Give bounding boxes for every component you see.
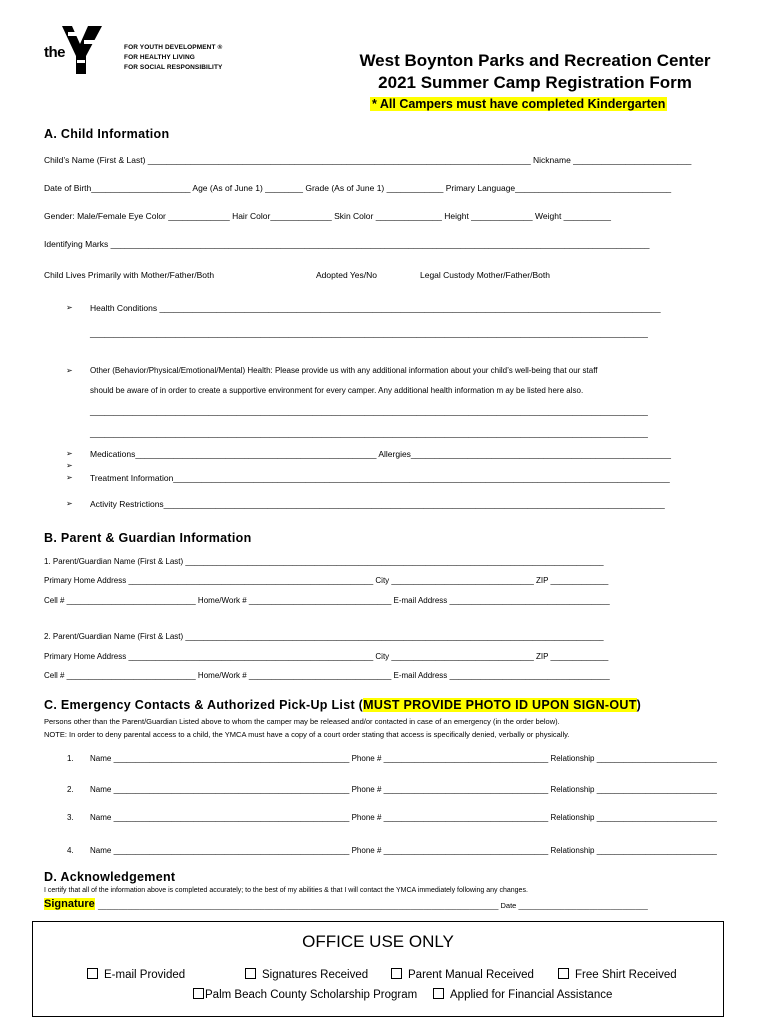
arrow-bullet-icon: ➢ xyxy=(66,366,73,375)
certify-text: I certify that all of the information above is completed accurately; to the best of my abilities & that I will contact the YMCA immediately following any changes. xyxy=(44,887,528,894)
arrow-bullet-icon: ➢ xyxy=(66,499,73,508)
treatment-info-field[interactable]: Treatment Information_________________________________________________________________________________________________________ xyxy=(90,473,670,483)
page-title-line2: 2021 Summer Camp Registration Form xyxy=(378,73,692,92)
section-d-heading: D. Acknowledgement xyxy=(44,870,176,884)
identifying-marks-field[interactable]: Identifying Marks __________________________________________________________________________________________________________________ xyxy=(44,239,650,249)
lives-with-field[interactable]: Child Lives Primarily with Mother/Father/Both xyxy=(44,270,215,280)
contact-number: 2. xyxy=(67,785,74,794)
guardian1-cell-field[interactable]: Cell # _____________________________ Home/Work # ________________________________ E-mail Address ____________________________________ xyxy=(44,596,610,605)
guardian1-name-field[interactable]: 1. Parent/Guardian Name (First & Last) ______________________________________________________________________________________________ xyxy=(44,557,604,566)
signature-date-field[interactable]: ________________________________________________________________________________________________ Date _______________________________ xyxy=(98,901,648,910)
arrow-bullet-icon: ➢ xyxy=(66,473,73,482)
other-health-line1[interactable]: ______________________________________________________________________________________________________________________ xyxy=(90,406,648,416)
legal-custody-field[interactable]: Legal Custody Mother/Father/Both xyxy=(420,270,550,280)
ymca-logo-icon xyxy=(58,26,104,74)
checkbox-icon xyxy=(558,968,569,979)
health-conditions-field[interactable]: Health Conditions __________________________________________________________________________________________________________ xyxy=(90,303,661,313)
guardian2-address-field[interactable]: Primary Home Address _______________________________________________________ City ________________________________ ZIP _____________ xyxy=(44,652,609,661)
logo-tagline-3: FOR SOCIAL RESPONSIBILITY xyxy=(124,64,223,71)
contact-number: 3. xyxy=(67,813,74,822)
logo-tagline-2: FOR HEALTHY LIVING xyxy=(124,54,195,61)
emergency-note-1: Persons other than the Parent/Guardian Listed above to whom the camper may be released and/or contacted in case of an emergency (in the order below). xyxy=(44,717,560,726)
gender-field[interactable]: Gender: Male/Female Eye Color _____________ Hair Color_____________ Skin Color ______________ Height _____________ Weight __________ xyxy=(44,211,611,221)
child-name-field[interactable]: Child’s Name (First & Last) _________________________________________________________________________________ Nickname _________________________ xyxy=(44,155,692,165)
medications-allergies-field[interactable]: Medications___________________________________________________ Allergies_______________________________________________________ xyxy=(90,449,671,459)
other-health-line2[interactable]: ______________________________________________________________________________________________________________________ xyxy=(90,428,648,438)
dob-field[interactable]: Date of Birth_____________________ Age (As of June 1) ________ Grade (As of June 1) ____________ Primary Language_________________________________ xyxy=(44,183,672,193)
page-title-line1: West Boynton Parks and Recreation Center xyxy=(359,51,711,70)
contact-number: 4. xyxy=(67,846,74,855)
guardian2-cell-field[interactable]: Cell # _____________________________ Home/Work # ________________________________ E-mail Address ____________________________________ xyxy=(44,671,610,680)
free-shirt-checkbox[interactable]: Free Shirt Received xyxy=(558,968,677,981)
parent-manual-checkbox[interactable]: Parent Manual Received xyxy=(391,968,534,981)
kindergarten-notice: * All Campers must have completed Kindergarten xyxy=(372,97,666,111)
emergency-note-2: NOTE: In order to deny parental access to a child, the YMCA must have a copy of a court order stating that access is specifically denied, verbally or physically. xyxy=(44,730,570,739)
office-use-box xyxy=(32,921,724,1017)
arrow-bullet-icon: ➢ xyxy=(66,449,73,458)
activity-restrictions-field[interactable]: Activity Restrictions__________________________________________________________________________________________________________ xyxy=(90,499,665,509)
other-health-text-2: should be aware of in order to create a supportive environment for every camper. Any additional health information m ay be listed here also. xyxy=(90,386,584,395)
logo-tagline-1: FOR YOUTH DEVELOPMENT ® xyxy=(124,44,223,51)
adopted-field[interactable]: Adopted Yes/No xyxy=(316,270,377,280)
emergency-contact-1-field[interactable]: Name _____________________________________________________ Phone # _____________________________________ Relationship ___________________________ xyxy=(90,754,717,763)
photo-id-notice: MUST PROVIDE PHOTO ID UPON SIGN-OUT xyxy=(363,698,637,712)
contact-number: 1. xyxy=(67,754,74,763)
emergency-contact-2-field[interactable]: Name _____________________________________________________ Phone # _____________________________________ Relationship ___________________________ xyxy=(90,785,717,794)
office-use-title: OFFICE USE ONLY xyxy=(302,932,454,951)
checkbox-icon xyxy=(391,968,402,979)
section-a-heading: A. Child Information xyxy=(44,127,170,141)
section-c-heading: C. Emergency Contacts & Authorized Pick-Up List (MUST PROVIDE PHOTO ID UPON SIGN-OUT) xyxy=(44,698,642,712)
financial-assistance-checkbox[interactable]: Applied for Financial Assistance xyxy=(433,988,612,1001)
checkbox-icon xyxy=(87,968,98,979)
logo-the-text: the xyxy=(44,44,65,61)
emergency-contact-3-field[interactable]: Name _____________________________________________________ Phone # _____________________________________ Relationship ___________________________ xyxy=(90,813,717,822)
checkbox-icon xyxy=(193,988,204,999)
guardian2-name-field[interactable]: 2. Parent/Guardian Name (First & Last) ______________________________________________________________________________________________ xyxy=(44,632,604,641)
checkbox-icon xyxy=(245,968,256,979)
guardian1-address-field[interactable]: Primary Home Address _______________________________________________________ City ________________________________ ZIP _____________ xyxy=(44,576,609,585)
signature-label: Signature xyxy=(44,898,95,910)
checkbox-icon xyxy=(433,988,444,999)
arrow-bullet-icon: ➢ xyxy=(66,461,73,470)
health-conditions-line2[interactable]: ______________________________________________________________________________________________________________________ xyxy=(90,328,648,338)
arrow-bullet-icon: ➢ xyxy=(66,303,73,312)
emergency-contact-4-field[interactable]: Name _____________________________________________________ Phone # _____________________________________ Relationship ___________________________ xyxy=(90,846,717,855)
email-provided-checkbox[interactable]: E-mail Provided xyxy=(87,968,185,981)
scholarship-checkbox[interactable]: Palm Beach County Scholarship Program xyxy=(193,988,417,1001)
signatures-received-checkbox[interactable]: Signatures Received xyxy=(245,968,368,981)
other-health-text-1: Other (Behavior/Physical/Emotional/Mental) Health: Please provide us with any additional information about your child’s well-being that our staff xyxy=(90,366,598,375)
section-b-heading: B. Parent & Guardian Information xyxy=(44,531,252,545)
